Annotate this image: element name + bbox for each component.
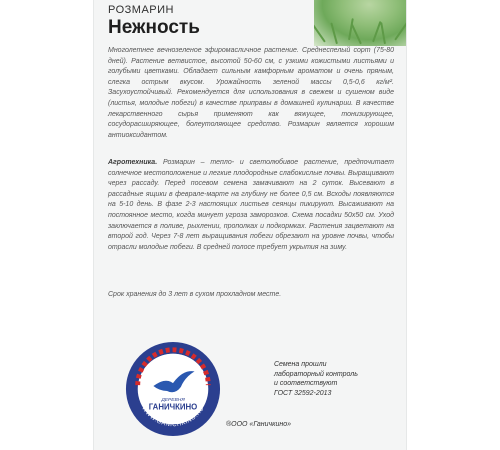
agrotechnics-body: Розмарин – тепло- и светолюбивое растение, предпочитает солнечное местоположение и легкие плодородные слабокислые почвы. Выращивают через рассаду. Перед посевом семена замачивают на 2 суток. Высевают в рассадные ящики в феврале-марте на глубину не более 0,5 см. Всходы появляются на 5-10 день. В фазе 2-3 настоящих листьев сеянцы пикируют. Высаживают на постоянное место, когда минует угроза заморозков. Схема посадки 50х50 см. Уход заключается в поливе, рыхлении, прополках и подкормках. Растения зацветают на второй год. Через 7-8 лет выращивания побеги обрезают на уровне почвы, чтобы отрасли молодые побеги. В средней полосе требует укрытия на зиму. xyxy=(108,159,394,251)
svg-text:WWW.GANICHKINO.RU: WWW.GANICHKINO.RU xyxy=(140,405,206,429)
description-text: Многолетнее вечнозеленое эфиромасличное растение. Среднеспелый сорт (75-80 дней). Растение ветвистое, высотой 50-60 см, с узкими кожистыми листьями и голубыми цветками. Обладает сильным камфорным ароматом и очень пряным, слегка острым вкусом. Урожайность зеленой массы 0,5-0,6 кг/м². Засухоустойчивый. Рекомендуется для использования в свежем и сушеном виде (листья, молодые побеги) в качестве приправы в домашней кулинарии. В качестве лекарственного сырья применяют как вяжущее, тонизирующее, сосудорасширяющее, болеутоляющее средство. Розмарин является хорошим антиоксидантом. xyxy=(108,47,394,139)
svg-text:ДЕРЕВНЯ: ДЕРЕВНЯ xyxy=(161,397,185,403)
ganichkino-seal-logo xyxy=(124,340,222,438)
certification-line: Семена прошли xyxy=(274,361,327,368)
rosemary-photo xyxy=(314,0,406,46)
certification-line: лабораторный контроль xyxy=(274,370,358,378)
owner-mark: ®ООО «Ганичкино» xyxy=(226,421,292,428)
certification-note xyxy=(274,360,394,398)
variety-name: Нежность xyxy=(108,17,200,38)
crop-name: РОЗМАРИН xyxy=(108,4,174,16)
storage-text: Срок хранения до 3 лет в сухом прохладном месте. xyxy=(108,291,282,298)
svg-text:ГАНИЧКИНО: ГАНИЧКИНО xyxy=(148,402,198,412)
agrotechnics-heading: Агротехника. xyxy=(108,159,158,166)
certification-line: и соответствуют xyxy=(274,380,338,387)
certification-line: ГОСТ 32592-2013 xyxy=(274,389,332,397)
seed-packet xyxy=(94,0,406,450)
agrotechnics-text xyxy=(108,158,394,253)
